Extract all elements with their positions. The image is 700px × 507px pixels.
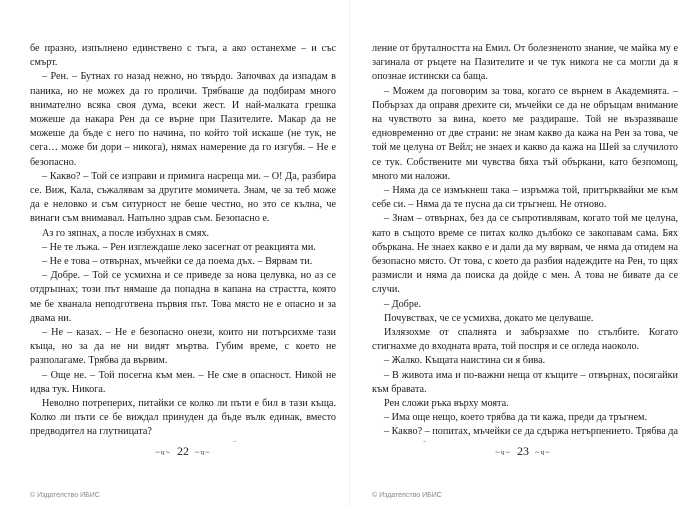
- paragraph: – Рен. – Бутнах го назад нежно, но твърдо. Започвах да изпадам в паника, но не можех да го проличи. Трябваше да подбирам много внимателно всяка своя дума, всеки жест. И най-малката грешка можеше да накара Рен да се върне при Пазителите. Макар да не можеше да бъде с него по начина, по който той искаше (не тук, не сега… може би дори – никога), нямах намерение да го изгубя. – Не е безопасно.: [30, 71, 336, 168]
- paragraph: [30, 440, 336, 442]
- paragraph: – Можем да поговорим за това, когато се върнем в Академията. – Побързах да оправя дрехите си, мъчейки се да не обръщам внимание на чувството за вина, което ме раздираше. Той не възразяваше едновременно от две страни: не знам какво да кажа на Рен за това, че той ме целуна от Вейл; не знаех и какво да кажа на Шей за случилото се тук. Собствените ми чувства бяха тъй объркани, като безпомощ, много ми наложи.: [372, 85, 678, 182]
- right-page-number: [483, 444, 563, 459]
- paragraph: – Добре.: [384, 298, 422, 310]
- copyright-notice: © Издателство ИБИС: [372, 492, 442, 499]
- paragraph: Рен сложи ръка върху моята.: [384, 398, 509, 410]
- paragraph: – Не е това – отвърнах, мъчейки се да поема дъх. – Вярвам ти.: [42, 256, 313, 268]
- paragraph: – Не те лъжа. – Рен изглеждаше леко засегнат от реакцията ми.: [42, 241, 316, 253]
- left-page-text: [30, 42, 336, 442]
- paragraph: Излязохме от спалнята и забързахме по стълбите. Когато стигнахме до входната врата, той поспря и се огледа наоколо.: [372, 327, 678, 353]
- right-page-text: [372, 42, 678, 442]
- folio-ornament-right: ~ч~: [195, 448, 211, 457]
- paragraph: – Не – казах. – Не е безопасно онези, които ни потърсихме тази къща, но за да не ни видят мъртва. Губим време, с което не разполагаме. Трябва да вървим.: [30, 327, 336, 367]
- folio-ornament-right: ~ч~: [535, 448, 551, 457]
- paragraph: – Какво? – Той се изправи и примига насреща ми. – О! Да, разбира се. Виж, Кала, съжалявам за другите момичета. Знам, че за теб може да е неловко и съм ситурност не беше честно, но это се кълна, че винаги съм внимавал. Напълно здрав съм. Безопасно е.: [30, 170, 336, 225]
- paragraph: бе празно, изпълнено единствено с тъга, а ако останехме – и със смърт.: [30, 43, 336, 69]
- paragraph: Почувствах, че се усмихва, докато ме целуваше.: [384, 312, 594, 324]
- paragraph: – Знам – отвърнах, без да се съпротивлявам, когато той ме целуна, като в същото време се питах колко дълбоко се закопавам сама. Бях объркана. Не знаех какво е и дали да му вярвам, че няма да отидем на безопасно място. От това, с което да разбия надеждите на Рен, то щях размисли и няма да поиска да дойде с мен. А това не бивате да се случи.: [372, 213, 678, 296]
- paragraph: Неволно потреперих, питайки се колко ли пъти е бил в тази къща. Колко ли пъти се бе виждал принуден да бъде вълк единак, вместо предводител на глутницата?: [30, 398, 336, 438]
- paragraph: ление от бруталността на Емил. От болезненото знание, че майка му е загинала от ръцете на Пазителите и че тук никога не са могли да я опознае истински са баща.: [372, 43, 678, 83]
- paragraph: – Добре. – Той се усмихна и се приведе за нова целувка, но аз се отдръпнах; този път нямаше да попадна в капана на страстта, която ме бе хванала неподготвена първия път. Това място не е опасно и за двама ни.: [30, 270, 336, 324]
- paragraph: – Жалко. Къщата наистина си я бива.: [384, 355, 546, 367]
- paragraph: – Няма да се измъкнеш така – изръмжа той, притърквайки ме към себе си. – Няма да те пусна да си тръгнеш. Не отново.: [372, 185, 678, 211]
- paragraph: Аз го зяпнах, а после избухнах в смях.: [42, 227, 210, 239]
- copyright-notice: © Издателство ИБИС: [30, 492, 100, 499]
- folio-ornament-left: ~ч~: [155, 448, 171, 457]
- folio-ornament-left: ~ч~: [495, 448, 511, 457]
- paragraph: – Какво? – попитах, мъчейки се да сдържа нетърпението. Трябва да: [384, 426, 678, 438]
- paragraph: – Още не. – Той посегна към мен. – Не сме в опасност. Никой не идва тук. Никога.: [30, 369, 336, 395]
- paragraph: – В живота има и по-важни неща от къщите – отвърнах, посягайки към бравата.: [372, 369, 678, 395]
- page-number: 23: [517, 444, 529, 458]
- page-gutter: [349, 0, 350, 507]
- page-number: 22: [177, 444, 189, 458]
- left-page-number: [143, 444, 223, 459]
- paragraph: – Има още нещо, което трябва да ти кажа, преди да тръгнем.: [384, 412, 647, 424]
